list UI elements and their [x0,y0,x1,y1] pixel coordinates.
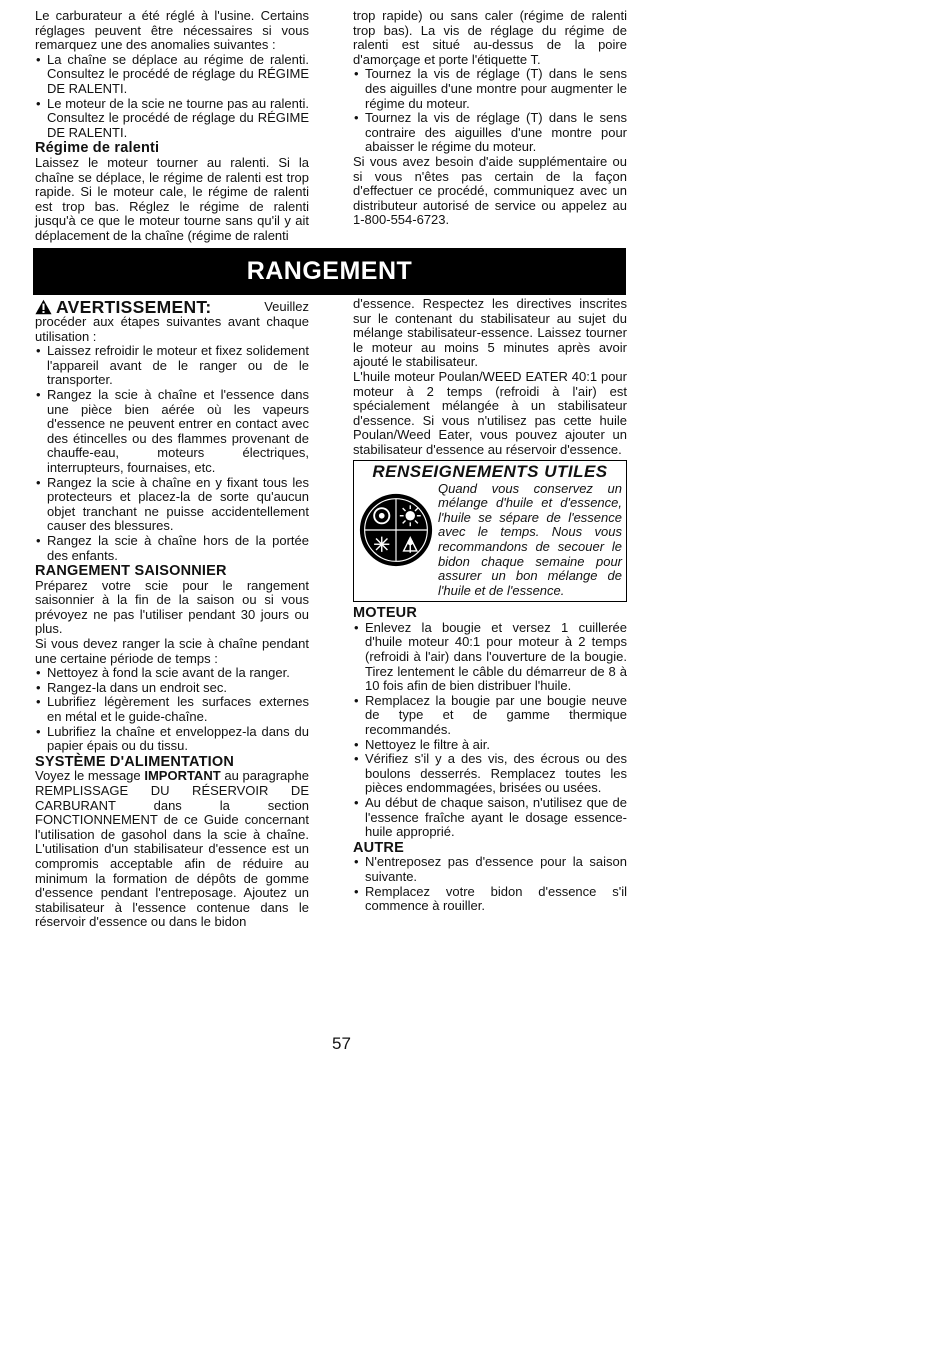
list-item: • Rangez-la dans un endroit sec. [35,681,309,696]
adjust-screw-bullet-list [353,67,627,155]
storage-left-column [35,299,309,930]
list-item: • Vérifiez s'il y a des vis, des écrous ou des boulons desserrés. Remplacez toutes les pièces endommagées, brisées ou usées. [353,752,627,796]
other-bullet-list [353,855,627,913]
list-item: • Remplacez votre bidon d'essence s'il commence à rouiller. [353,885,627,914]
seasonal-paragraph-1: Préparez votre scie pour le rangement saisonnier à la fin de la saison ou si vous prévoyez ne pas l'utiliser pendant 30 jours ou plus. [35,577,309,637]
seasonal-storage-heading: RANGEMENT SAISONNIER [35,563,227,580]
list-item: • Lubrifiez légèrement les surfaces externes en métal et le guide-chaîne. [35,695,309,724]
seasons-circle-icon [358,492,434,568]
warning-text: procéder aux étapes suivantes avant chaque utilisation : [35,314,309,344]
fuel-text-post: au paragraphe REMPLISSAGE DU RÉSERVOIR DE CARBURANT dans la section FONCTIONNEMENT de ce Guide concernant l'utilisation de gasohol dans la scie à chaîne. L'utilisation d'un stabilisateur d'essence est un compromis acceptable afin de réduire au minimum la formation de dépôts de gomme d'essence pendant l'entreposage. Ajoutez un stabilisateur à l'essence contenue dans le réservoir d'essence ou dans le bidon [35,768,309,930]
warning-triangle-icon [35,299,52,315]
useful-info-box [353,460,627,603]
list-item: • Tournez la vis de réglage (T) dans le sens contraire des aiguilles d'une montre pour abaisser le régime du moteur. [353,111,627,155]
list-item: • Remplacez la bougie par une bougie neuve de type et de gamme thermique recommandés. [353,694,627,738]
engine-bullet-list [353,621,627,840]
help-paragraph: Si vous avez besoin d'aide supplémentaire ou si vous n'êtes pas certain de la façon d'effectuer ce procédé, communiquez avec un distributeur autorisé de service ou appelez au 1-800-554-6723. [353,153,627,228]
list-item: • La chaîne se déplace au régime de ralenti. Consultez le procédé de réglage du RÉGIME DE RALENTI. [35,53,309,97]
list-item: • Rangez la scie à chaîne en y fixant tous les protecteurs et placez-la de sorte qu'aucun objet tranchant ne puisse accidentellement causer des blessures. [35,476,309,534]
oil-paragraph: L'huile moteur Poulan/WEED EATER 40:1 pour moteur à 2 temps (refroidi à l'air) est spécialement mélangée à un stabilisateur d'essence. Si vous n'utilisez pas cette huile Poulan/Weed Eater, vous pouvez ajouter un stabilisateur d'essence au réservoir d'essence. [353,368,627,457]
list-item: • Le moteur de la scie ne tourne pas au ralenti. Consultez le procédé de réglage du RÉGIME DE RALENTI. [35,97,309,141]
list-item: • Enlevez la bougie et versez 1 cuillerée d'huile moteur 40:1 pour moteur à 2 temps (refroidi à l'air) dans l'ouverture de la bougie. Tirez lentement le câble du démarreur de 8 à 10 fois afin de bien distribuer l'huile. [353,621,627,694]
idle-speed-paragraph: Laissez le moteur tourner au ralenti. Si la chaîne se déplace, le régime de ralenti est trop rapide. Si le moteur cale, le régime de ralenti est trop bas. Réglez le régime de ralenti jusqu'à ce que le moteur tourne sans qu'il y ait déplacement de la chaîne (régime de ralenti [35,154,309,243]
warning-label: AVERTISSEMENT: [56,297,212,318]
fuel-text-important: IMPORTANT [144,768,221,784]
list-item: • Tournez la vis de réglage (T) dans le sens des aiguilles d'une montre pour augmenter le régime du moteur. [353,67,627,111]
list-item: • Rangez la scie à chaîne hors de la portée des enfants. [35,534,309,563]
useful-info-text: Quand vous conservez un mélange d'huile et d'essence, l'huile se sépare de l'essence avec le temps. Nous vous recommandons de secouer le bidon chaque semaine pour assurer un bon mélange de l'huile et de l'essence. [438,480,622,598]
list-item: • N'entreposez pas d'essence pour la saison suivante. [353,855,627,884]
storage-right-column [353,297,627,914]
idle-speed-heading: Régime de ralenti [35,140,160,157]
section-banner: RANGEMENT [33,248,626,295]
warning-bullet-list [35,344,309,563]
warning-rest: Veuillez [264,299,309,315]
list-item: • Nettoyez le filtre à air. [353,738,627,753]
idle-speed-continued: trop rapide) ou sans caler (régime de ralenti trop bas). La vis de réglage du régime de ralenti est situé au-dessus de la poire d'amorçage et porte l'étiquette T. [353,8,627,67]
list-item: • Laissez refroidir le moteur et fixez solidement l'appareil avant de le ranger ou de le transporter. [35,344,309,388]
list-item: • Au début de chaque saison, n'utilisez que de l'essence fraîche ayant le dosage essence-huile approprié. [353,796,627,840]
top-left-column [35,9,309,244]
warning-line [35,297,309,318]
fuel-system-heading: SYSTÈME D'ALIMENTATION [35,753,235,770]
other-heading: AUTRE [353,839,404,856]
fuel-system-paragraph [35,769,309,930]
engine-heading: MOTEUR [353,605,418,622]
carburetor-intro: Le carburateur a été réglé à l'usine. Certains réglages peuvent être nécessaires si vous remarquez une des anomalies suivantes : [35,8,309,53]
list-item: • Lubrifiez la chaîne et enveloppez-la dans du papier épais ou du tissu. [35,725,309,754]
top-right-column [353,9,627,228]
page-number: 57 [332,1034,351,1053]
seasonal-paragraph-2: Si vous devez ranger la scie à chaîne pendant une certaine période de temps : [35,636,309,666]
seasonal-bullet-list [35,666,309,754]
stabilizer-paragraph: d'essence. Respectez les directives inscrites sur le contenant du stabilisateur au sujet du mélange stabilisateur-essence. Laissez tourner le moteur au moins 5 minutes après avoir ajouté le stabilisateur. [353,296,627,370]
useful-info-title: RENSEIGNEMENTS UTILES [372,461,608,481]
useful-info-body [358,482,622,599]
list-item: • Nettoyez à fond la scie avant de la ranger. [35,666,309,681]
list-item: • Rangez la scie à chaîne et l'essence dans une pièce bien aérée où les vapeurs d'essence ne peuvent entrer en contact avec des étincelles ou des flammes provenant de chauffe-eau, moteurs électriques, interrupteurs, fournaises, etc. [35,388,309,476]
fuel-text-pre: Voyez le message [35,768,141,784]
carburetor-bullet-list [35,53,309,141]
